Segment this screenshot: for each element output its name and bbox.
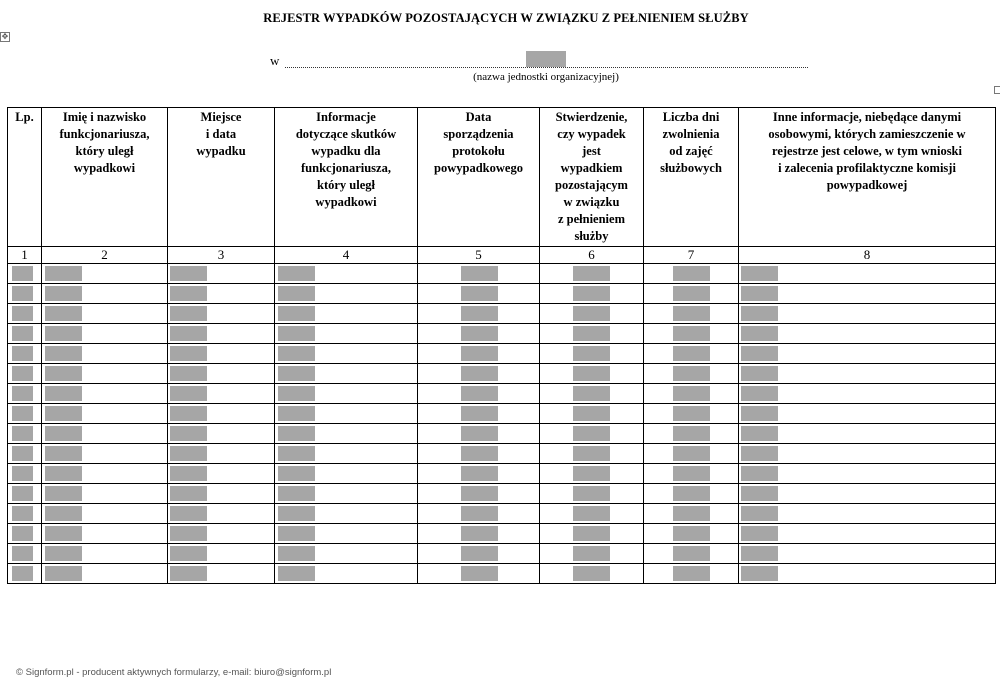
table-cell bbox=[739, 524, 996, 544]
table-cell bbox=[739, 444, 996, 464]
table-cell bbox=[42, 324, 168, 344]
table-cell bbox=[540, 444, 644, 464]
consequences-field[interactable] bbox=[278, 386, 315, 401]
table-cell bbox=[8, 564, 42, 584]
name-field[interactable] bbox=[45, 526, 82, 541]
table-cell bbox=[168, 284, 275, 304]
column-number: 7 bbox=[644, 247, 739, 264]
table-cell bbox=[739, 464, 996, 484]
name-field[interactable] bbox=[45, 266, 82, 281]
other-info-field[interactable] bbox=[741, 466, 778, 481]
name-field[interactable] bbox=[45, 566, 82, 581]
consequences-field[interactable] bbox=[278, 366, 315, 381]
other-info-field[interactable] bbox=[741, 446, 778, 461]
table-cell bbox=[739, 424, 996, 444]
table-cell bbox=[8, 464, 42, 484]
table-cell bbox=[8, 504, 42, 524]
place-date-field[interactable] bbox=[170, 526, 207, 541]
table-cell bbox=[739, 504, 996, 524]
table-cell bbox=[739, 404, 996, 424]
consequences-field[interactable] bbox=[278, 546, 315, 561]
table-cell bbox=[418, 284, 540, 304]
lp-field[interactable] bbox=[12, 566, 33, 581]
service-statement-field[interactable] bbox=[573, 426, 610, 441]
lp-field[interactable] bbox=[12, 326, 33, 341]
table-cell bbox=[644, 284, 739, 304]
table-cell bbox=[739, 324, 996, 344]
table-cell bbox=[275, 484, 418, 504]
place-date-field[interactable] bbox=[170, 546, 207, 561]
service-statement-field[interactable] bbox=[573, 466, 610, 481]
other-info-field[interactable] bbox=[741, 506, 778, 521]
leave-days-field[interactable] bbox=[673, 386, 710, 401]
table-cell bbox=[418, 424, 540, 444]
leave-days-field[interactable] bbox=[673, 326, 710, 341]
table-cell bbox=[8, 304, 42, 324]
table-cell bbox=[418, 524, 540, 544]
table-row bbox=[8, 504, 996, 524]
column-number: 6 bbox=[540, 247, 644, 264]
leave-days-field[interactable] bbox=[673, 486, 710, 501]
lp-field[interactable] bbox=[12, 386, 33, 401]
header-lp: Lp. bbox=[8, 108, 42, 247]
table-row bbox=[8, 364, 996, 384]
table-cell bbox=[644, 424, 739, 444]
column-number-row bbox=[8, 247, 996, 264]
header-name: Imię i nazwisko funkcjonariusza, który uległ wypadkowi bbox=[42, 108, 168, 247]
table-cell bbox=[8, 444, 42, 464]
table-cell bbox=[8, 524, 42, 544]
consequences-field[interactable] bbox=[278, 566, 315, 581]
other-info-field[interactable] bbox=[741, 326, 778, 341]
table-row bbox=[8, 484, 996, 504]
protocol-date-field[interactable] bbox=[461, 346, 498, 361]
service-statement-field[interactable] bbox=[573, 546, 610, 561]
protocol-date-field[interactable] bbox=[461, 566, 498, 581]
table-cell bbox=[644, 524, 739, 544]
table-cell bbox=[644, 484, 739, 504]
protocol-date-field[interactable] bbox=[461, 286, 498, 301]
table-cell bbox=[168, 564, 275, 584]
place-date-field[interactable] bbox=[170, 466, 207, 481]
consequences-field[interactable] bbox=[278, 406, 315, 421]
table-cell bbox=[540, 404, 644, 424]
table-cell bbox=[644, 464, 739, 484]
table-cell bbox=[275, 524, 418, 544]
table-cell bbox=[8, 264, 42, 284]
service-statement-field[interactable] bbox=[573, 346, 610, 361]
table-cell bbox=[540, 544, 644, 564]
other-info-field[interactable] bbox=[741, 366, 778, 381]
leave-days-field[interactable] bbox=[673, 306, 710, 321]
other-info-field[interactable] bbox=[741, 286, 778, 301]
service-statement-field[interactable] bbox=[573, 286, 610, 301]
table-cell bbox=[540, 344, 644, 364]
column-number: 8 bbox=[739, 247, 996, 264]
header-other-info: Inne informacje, niebędące danymi osobowymi, których zamieszczenie w rejestrze jest celowe, w tym wnioski i zalecenia profilaktyczne komisji powypadkowej bbox=[739, 108, 996, 247]
column-number: 1 bbox=[8, 247, 42, 264]
header-protocol-date: Data sporządzenia protokołu powypadkowego bbox=[418, 108, 540, 247]
table-cell bbox=[168, 444, 275, 464]
table-cell bbox=[8, 364, 42, 384]
name-field[interactable] bbox=[45, 346, 82, 361]
table-cell bbox=[739, 564, 996, 584]
leave-days-field[interactable] bbox=[673, 426, 710, 441]
other-info-field[interactable] bbox=[741, 526, 778, 541]
table-cell bbox=[42, 444, 168, 464]
table-cell bbox=[168, 304, 275, 324]
table-cell bbox=[42, 284, 168, 304]
table-row bbox=[8, 544, 996, 564]
table-cell bbox=[418, 484, 540, 504]
place-date-field[interactable] bbox=[170, 346, 207, 361]
place-date-field[interactable] bbox=[170, 266, 207, 281]
name-field[interactable] bbox=[45, 546, 82, 561]
table-row bbox=[8, 444, 996, 464]
table-cell bbox=[168, 504, 275, 524]
leave-days-field[interactable] bbox=[673, 346, 710, 361]
consequences-field[interactable] bbox=[278, 266, 315, 281]
register-table bbox=[7, 107, 996, 584]
table-cell bbox=[418, 564, 540, 584]
table-cell bbox=[42, 524, 168, 544]
lp-field[interactable] bbox=[12, 306, 33, 321]
table-row bbox=[8, 464, 996, 484]
table-cell bbox=[540, 464, 644, 484]
table-cell bbox=[540, 364, 644, 384]
table-cell bbox=[418, 464, 540, 484]
consequences-field[interactable] bbox=[278, 346, 315, 361]
table-row bbox=[8, 264, 996, 284]
other-info-field[interactable] bbox=[741, 386, 778, 401]
leave-days-field[interactable] bbox=[673, 506, 710, 521]
service-statement-field[interactable] bbox=[573, 526, 610, 541]
consequences-field[interactable] bbox=[278, 466, 315, 481]
consequences-field[interactable] bbox=[278, 506, 315, 521]
table-cell bbox=[168, 524, 275, 544]
unit-name-input[interactable] bbox=[526, 51, 566, 67]
table-cell bbox=[275, 264, 418, 284]
header-service-statement: Stwierdzenie, czy wypadek jest wypadkiem pozostającym w związku z pełnieniem służby bbox=[540, 108, 644, 247]
name-field[interactable] bbox=[45, 466, 82, 481]
table-cell bbox=[168, 404, 275, 424]
table-cell bbox=[42, 264, 168, 284]
service-statement-field[interactable] bbox=[573, 566, 610, 581]
table-cell bbox=[168, 424, 275, 444]
consequences-field[interactable] bbox=[278, 446, 315, 461]
table-cell bbox=[8, 544, 42, 564]
service-statement-field[interactable] bbox=[573, 506, 610, 521]
leave-days-field[interactable] bbox=[673, 446, 710, 461]
table-cell bbox=[8, 424, 42, 444]
header-row bbox=[8, 108, 996, 247]
name-field[interactable] bbox=[45, 286, 82, 301]
header-leave-days: Liczba dni zwolnienia od zajęć służbowych bbox=[644, 108, 739, 247]
service-statement-field[interactable] bbox=[573, 446, 610, 461]
table-cell bbox=[540, 564, 644, 584]
unit-prefix: w bbox=[270, 53, 280, 68]
lp-field[interactable] bbox=[12, 546, 33, 561]
table-cell bbox=[540, 484, 644, 504]
place-date-field[interactable] bbox=[170, 566, 207, 581]
name-field[interactable] bbox=[45, 306, 82, 321]
column-number: 5 bbox=[418, 247, 540, 264]
service-statement-field[interactable] bbox=[573, 486, 610, 501]
table-cell bbox=[275, 444, 418, 464]
table-cell bbox=[168, 344, 275, 364]
table-cell bbox=[42, 404, 168, 424]
table-cell bbox=[275, 404, 418, 424]
leave-days-field[interactable] bbox=[673, 266, 710, 281]
consequences-field[interactable] bbox=[278, 326, 315, 341]
service-statement-field[interactable] bbox=[573, 326, 610, 341]
lp-field[interactable] bbox=[12, 426, 33, 441]
table-cell bbox=[275, 384, 418, 404]
table-cell bbox=[418, 324, 540, 344]
table-cell bbox=[540, 304, 644, 324]
name-field[interactable] bbox=[45, 486, 82, 501]
table-cell bbox=[418, 504, 540, 524]
protocol-date-field[interactable] bbox=[461, 446, 498, 461]
table-cell bbox=[275, 464, 418, 484]
place-date-field[interactable] bbox=[170, 426, 207, 441]
name-field[interactable] bbox=[45, 366, 82, 381]
table-cell bbox=[644, 344, 739, 364]
place-date-field[interactable] bbox=[170, 366, 207, 381]
place-date-field[interactable] bbox=[170, 406, 207, 421]
table-cell bbox=[8, 484, 42, 504]
place-date-field[interactable] bbox=[170, 386, 207, 401]
protocol-date-field[interactable] bbox=[461, 386, 498, 401]
table-cell bbox=[540, 504, 644, 524]
table-cell bbox=[739, 264, 996, 284]
leave-days-field[interactable] bbox=[673, 466, 710, 481]
table-cell bbox=[540, 324, 644, 344]
lp-field[interactable] bbox=[12, 366, 33, 381]
leave-days-field[interactable] bbox=[673, 566, 710, 581]
place-date-field[interactable] bbox=[170, 326, 207, 341]
name-field[interactable] bbox=[45, 506, 82, 521]
place-date-field[interactable] bbox=[170, 446, 207, 461]
table-cell bbox=[42, 424, 168, 444]
table-cell bbox=[418, 444, 540, 464]
service-statement-field[interactable] bbox=[573, 366, 610, 381]
table-cell bbox=[540, 264, 644, 284]
table-cell bbox=[739, 384, 996, 404]
header-consequences: Informacje dotyczące skutków wypadku dla funkcjonariusza, który uległ wypadkowi bbox=[275, 108, 418, 247]
move-icon[interactable]: ✥ bbox=[1, 32, 9, 41]
lp-field[interactable] bbox=[12, 266, 33, 281]
table-cell bbox=[739, 544, 996, 564]
table-cell bbox=[418, 384, 540, 404]
table-cell bbox=[42, 304, 168, 324]
table-row bbox=[8, 324, 996, 344]
table-cell bbox=[418, 264, 540, 284]
protocol-date-field[interactable] bbox=[461, 466, 498, 481]
table-cell bbox=[8, 344, 42, 364]
table-cell bbox=[168, 264, 275, 284]
protocol-date-field[interactable] bbox=[461, 506, 498, 521]
name-field[interactable] bbox=[45, 446, 82, 461]
resize-icon[interactable] bbox=[994, 86, 1000, 94]
footer-note: © Signform.pl - producent aktywnych formularzy, e-mail: biuro@signform.pl bbox=[16, 667, 332, 678]
table-cell bbox=[644, 544, 739, 564]
table-cell bbox=[42, 504, 168, 524]
table-cell bbox=[42, 464, 168, 484]
protocol-date-field[interactable] bbox=[461, 546, 498, 561]
table-cell bbox=[418, 404, 540, 424]
table-cell bbox=[168, 364, 275, 384]
table-cell bbox=[739, 284, 996, 304]
table-cell bbox=[275, 544, 418, 564]
service-statement-field[interactable] bbox=[573, 306, 610, 321]
leave-days-field[interactable] bbox=[673, 286, 710, 301]
table-cell bbox=[42, 484, 168, 504]
table-cell bbox=[42, 544, 168, 564]
consequences-field[interactable] bbox=[278, 486, 315, 501]
column-number: 2 bbox=[42, 247, 168, 264]
name-field[interactable] bbox=[45, 426, 82, 441]
other-info-field[interactable] bbox=[741, 486, 778, 501]
table-cell bbox=[168, 544, 275, 564]
table-cell bbox=[8, 284, 42, 304]
service-statement-field[interactable] bbox=[573, 266, 610, 281]
table-cell bbox=[644, 264, 739, 284]
table-cell bbox=[644, 504, 739, 524]
lp-field[interactable] bbox=[12, 286, 33, 301]
other-info-field[interactable] bbox=[741, 426, 778, 441]
protocol-date-field[interactable] bbox=[461, 266, 498, 281]
service-statement-field[interactable] bbox=[573, 406, 610, 421]
table-cell bbox=[275, 304, 418, 324]
protocol-date-field[interactable] bbox=[461, 526, 498, 541]
protocol-date-field[interactable] bbox=[461, 486, 498, 501]
document-title: REJESTR WYPADKÓW POZOSTAJĄCYCH W ZWIĄZKU Z PEŁNIENIEM SŁUŻBY bbox=[263, 11, 749, 25]
place-date-field[interactable] bbox=[170, 506, 207, 521]
table-cell bbox=[275, 564, 418, 584]
lp-field[interactable] bbox=[12, 506, 33, 521]
table-cell bbox=[42, 564, 168, 584]
consequences-field[interactable] bbox=[278, 306, 315, 321]
table-cell bbox=[168, 464, 275, 484]
table-row bbox=[8, 304, 996, 324]
lp-field[interactable] bbox=[12, 526, 33, 541]
table-cell bbox=[275, 424, 418, 444]
table-cell bbox=[644, 564, 739, 584]
other-info-field[interactable] bbox=[741, 566, 778, 581]
table-cell bbox=[644, 324, 739, 344]
table-row bbox=[8, 404, 996, 424]
table-cell bbox=[540, 384, 644, 404]
table-cell bbox=[168, 384, 275, 404]
table-cell bbox=[739, 364, 996, 384]
other-info-field[interactable] bbox=[741, 406, 778, 421]
table-cell bbox=[418, 544, 540, 564]
protocol-date-field[interactable] bbox=[461, 326, 498, 341]
table-row bbox=[8, 564, 996, 584]
lp-field[interactable] bbox=[12, 346, 33, 361]
table-cell bbox=[275, 324, 418, 344]
table-cell bbox=[418, 304, 540, 324]
other-info-field[interactable] bbox=[741, 346, 778, 361]
table-cell bbox=[540, 524, 644, 544]
name-field[interactable] bbox=[45, 386, 82, 401]
table-row bbox=[8, 384, 996, 404]
leave-days-field[interactable] bbox=[673, 546, 710, 561]
name-field[interactable] bbox=[45, 406, 82, 421]
table-cell bbox=[168, 324, 275, 344]
table-cell bbox=[8, 384, 42, 404]
table-cell bbox=[540, 284, 644, 304]
protocol-date-field[interactable] bbox=[461, 306, 498, 321]
table-cell bbox=[644, 364, 739, 384]
leave-days-field[interactable] bbox=[673, 366, 710, 381]
header-place-date: Miejsce i data wypadku bbox=[168, 108, 275, 247]
table-cell bbox=[275, 504, 418, 524]
protocol-date-field[interactable] bbox=[461, 406, 498, 421]
table-cell bbox=[644, 444, 739, 464]
table-row bbox=[8, 424, 996, 444]
table-cell bbox=[42, 384, 168, 404]
consequences-field[interactable] bbox=[278, 526, 315, 541]
protocol-date-field[interactable] bbox=[461, 366, 498, 381]
table-row bbox=[8, 344, 996, 364]
consequences-field[interactable] bbox=[278, 426, 315, 441]
place-date-field[interactable] bbox=[170, 286, 207, 301]
table-row bbox=[8, 284, 996, 304]
protocol-date-field[interactable] bbox=[461, 426, 498, 441]
other-info-field[interactable] bbox=[741, 266, 778, 281]
table-cell bbox=[540, 424, 644, 444]
place-date-field[interactable] bbox=[170, 486, 207, 501]
table-cell bbox=[418, 344, 540, 364]
name-field[interactable] bbox=[45, 326, 82, 341]
table-cell bbox=[644, 304, 739, 324]
table-cell bbox=[42, 364, 168, 384]
table-cell bbox=[644, 384, 739, 404]
other-info-field[interactable] bbox=[741, 306, 778, 321]
service-statement-field[interactable] bbox=[573, 386, 610, 401]
lp-field[interactable] bbox=[12, 486, 33, 501]
other-info-field[interactable] bbox=[741, 546, 778, 561]
lp-field[interactable] bbox=[12, 466, 33, 481]
table-cell bbox=[739, 484, 996, 504]
consequences-field[interactable] bbox=[278, 286, 315, 301]
table-cell bbox=[275, 284, 418, 304]
table-cell bbox=[8, 404, 42, 424]
table-cell bbox=[275, 364, 418, 384]
table-cell bbox=[739, 344, 996, 364]
table-cell bbox=[275, 344, 418, 364]
unit-dotted-line bbox=[285, 67, 808, 68]
column-number: 4 bbox=[275, 247, 418, 264]
table-cell bbox=[168, 484, 275, 504]
leave-days-field[interactable] bbox=[673, 406, 710, 421]
lp-field[interactable] bbox=[12, 446, 33, 461]
table-cell bbox=[644, 404, 739, 424]
lp-field[interactable] bbox=[12, 406, 33, 421]
table-row bbox=[8, 524, 996, 544]
unit-caption: (nazwa jednostki organizacyjnej) bbox=[473, 71, 619, 83]
table-cell bbox=[739, 304, 996, 324]
leave-days-field[interactable] bbox=[673, 526, 710, 541]
table-cell bbox=[8, 324, 42, 344]
place-date-field[interactable] bbox=[170, 306, 207, 321]
column-number: 3 bbox=[168, 247, 275, 264]
table-cell bbox=[42, 344, 168, 364]
table-cell bbox=[418, 364, 540, 384]
